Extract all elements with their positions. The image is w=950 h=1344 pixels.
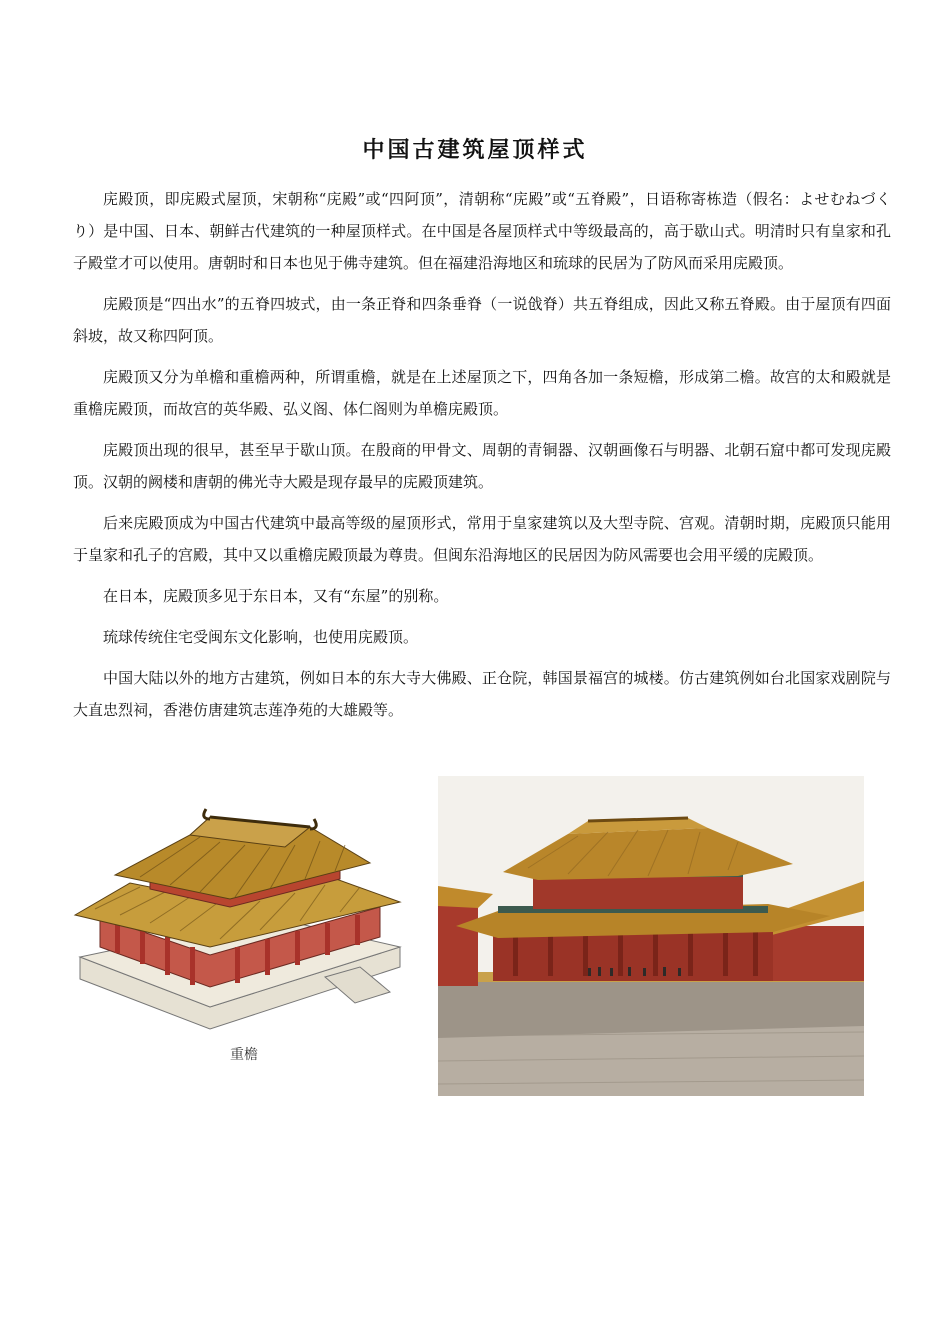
paragraph-4: 庑殿顶出现的很早，甚至早于歇山顶。在殷商的甲骨文、周朝的青铜器、汉朝画像石与明器、北朝石窟中都可发现庑殿顶。汉朝的阙楼和唐朝的佛光寺大殿是现存最早的庑殿顶建筑。 [73,441,891,491]
double-eave-hip-roof-illustration-icon [70,797,432,1069]
paragraph-3: 庑殿顶又分为单檐和重檐两种，所谓重檐，就是在上述屋顶之下，四角各加一条短檐，形成第二檐。故宫的太和殿就是重檐庑殿顶，而故宫的英华殿、弘义阁、体仁阁则为单檐庑殿顶。 [73,368,891,418]
paragraph-1: 庑殿顶，即庑殿式屋顶，宋朝称“庑殿”或“四阿顶”，清朝称“庑殿”或“五脊殿”，日语称寄栋造（假名：よせむねづくり）是中国、日本、朝鲜古代建筑的一种屋顶样式。在中国是各屋顶样式中等级最高的，高于歇山式。明清时只有皇家和孔子殿堂才可以使用。唐朝时和日本也见于佛寺建筑。但在福建沿海地区和琉球的民居为了防风而采用庑殿顶。 [73,190,891,272]
page-title: 中国古建筑屋顶样式 [362,137,588,163]
palace-hall-photo [438,776,864,1096]
paragraph-8: 中国大陆以外的地方古建筑，例如日本的东大寺大佛殿、正仓院，韩国景福宫的城楼。仿古建筑例如台北国家戏剧院与大直忠烈祠，香港仿唐建筑志莲净苑的大雄殿等。 [73,669,891,719]
article-body [73,183,891,735]
paragraph-5: 后来庑殿顶成为中国古代建筑中最高等级的屋顶形式，常用于皇家建筑以及大型寺院、宫观。清朝时期，庑殿顶只能用于皇家和孔子的宫殿，其中又以重檐庑殿顶最为尊贵。但闽东沿海地区的民居因为防风需要也会用平缓的庑殿顶。 [73,514,891,564]
paragraph-6: 在日本，庑殿顶多见于东日本，又有“东屋”的别称。 [103,587,449,605]
paragraph-2: 庑殿顶是“四出水”的五脊四坡式，由一条正脊和四条垂脊（一说戗脊）共五脊组成，因此又称五脊殿。由于屋顶有四面斜坡，故又称四阿顶。 [73,295,891,345]
double-eave-illustration [70,797,432,1069]
paragraph-7: 琉球传统住宅受闽东文化影响，也使用庑殿顶。 [103,628,419,646]
figure-caption: 重檐 [230,1047,258,1063]
palace-hall-photo-icon [438,776,864,1096]
